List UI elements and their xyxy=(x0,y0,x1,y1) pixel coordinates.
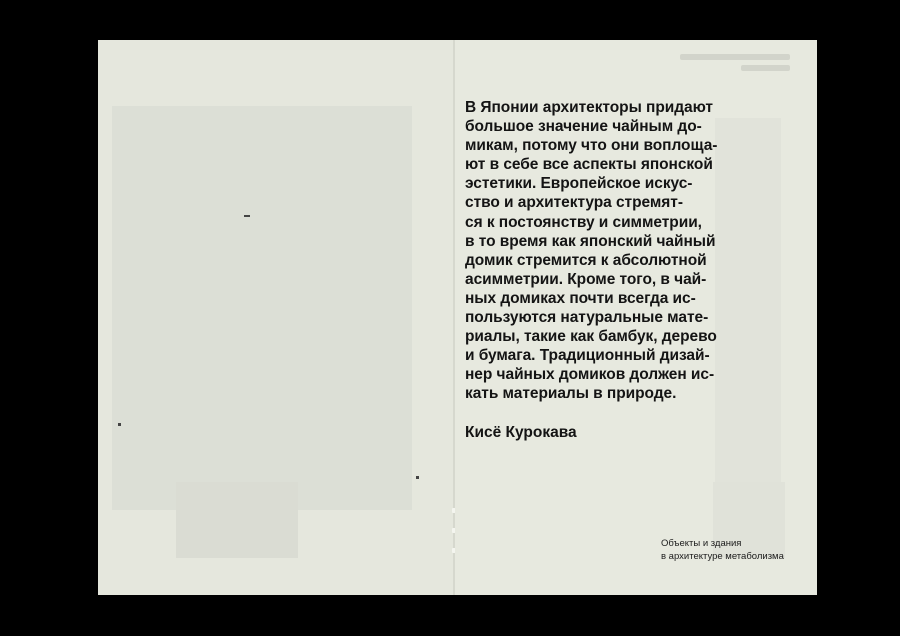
open-booklet xyxy=(98,40,817,595)
body-paragraph: В Японии архитекторы придают большое значение чайным до- микам, потому что они воплоща- ют в себе все аспекты японской эстетики. Европейское искус- ство и архитектура стремят- ся к постоянству и симметрии, в то время как японский чайный домик стремится к абсолютной асимметрии. Кроме того, в чай- ных домиках почти всегда ис- пользуются натуральные мате- риалы, такие как бамбук, дерево и бумага. Традиционный дизай- нер чайных домиков должен ис- кать материалы в природе. xyxy=(465,99,718,403)
show-through-small-image xyxy=(176,482,298,558)
right-page xyxy=(455,40,817,595)
paper-speck xyxy=(244,215,250,217)
author-name: Кисё Курокава xyxy=(465,424,577,441)
show-through-caption xyxy=(680,54,790,84)
paper-speck xyxy=(416,476,419,479)
page-caption: Объекты и здания в архитектуре метаболизма xyxy=(661,538,784,562)
left-page xyxy=(98,40,454,595)
paper-speck xyxy=(118,423,121,426)
show-through-image xyxy=(112,106,412,510)
